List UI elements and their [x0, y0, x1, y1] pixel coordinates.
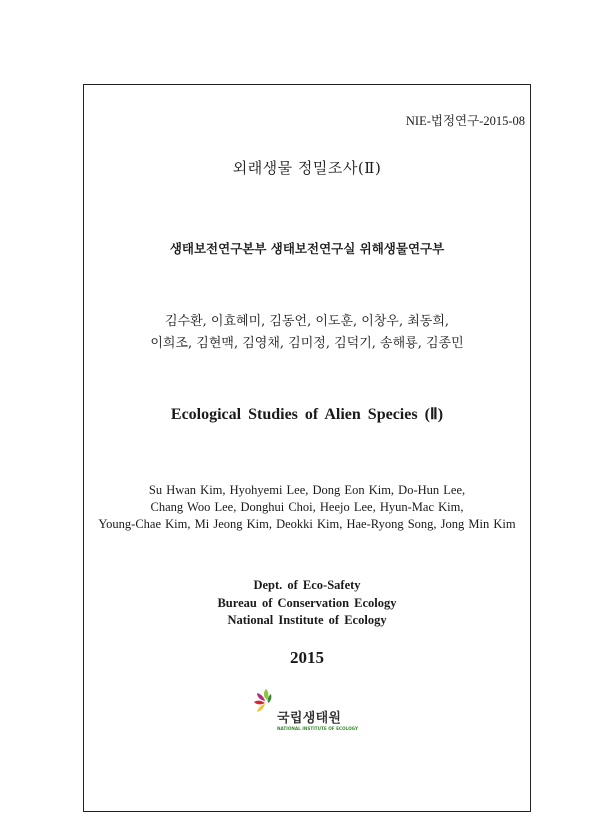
- organization-line: Bureau of Conservation Ecology: [217, 595, 397, 610]
- logo-name-english: NATIONAL INSTITUTE OF ECOLOGY: [277, 726, 359, 731]
- authors-english-line: Chang Woo Lee, Donghui Choi, Heejo Lee, Hyun-Mac Kim,: [150, 500, 464, 514]
- authors-english: [83, 482, 531, 533]
- nie-logo: [253, 688, 363, 738]
- authors-korean: [83, 311, 531, 355]
- authors-korean-line: 김수환, 이효혜미, 김동언, 이도훈, 이창우, 최동희,: [164, 314, 450, 329]
- title-english: Ecological Studies of Alien Species (Ⅱ): [170, 406, 444, 423]
- department-korean: 생태보전연구본부 생태보전연구실 위해생물연구부: [169, 241, 445, 256]
- logo-name-korean: 국립생태원: [277, 711, 342, 726]
- publication-year: 2015: [290, 648, 324, 667]
- title-korean: 외래생물 정밀조사(Ⅱ): [232, 159, 382, 177]
- authors-english-line: Su Hwan Kim, Hyohyemi Lee, Dong Eon Kim, Do-Hun Lee,: [148, 483, 466, 497]
- organization-english: [83, 577, 531, 630]
- organization-line: National Institute of Ecology: [227, 613, 387, 627]
- authors-korean-line: 이희조, 김현맥, 김영채, 김미정, 김덕기, 송해룡, 김종민: [150, 336, 464, 351]
- organization-line: Dept. of Eco-Safety: [253, 578, 361, 592]
- authors-english-line: Young-Chae Kim, Mi Jeong Kim, Deokki Kim, Hae-Ryong Song, Jong Min Kim: [98, 517, 516, 531]
- report-number: NIE-법정연구-2015-08: [405, 114, 525, 128]
